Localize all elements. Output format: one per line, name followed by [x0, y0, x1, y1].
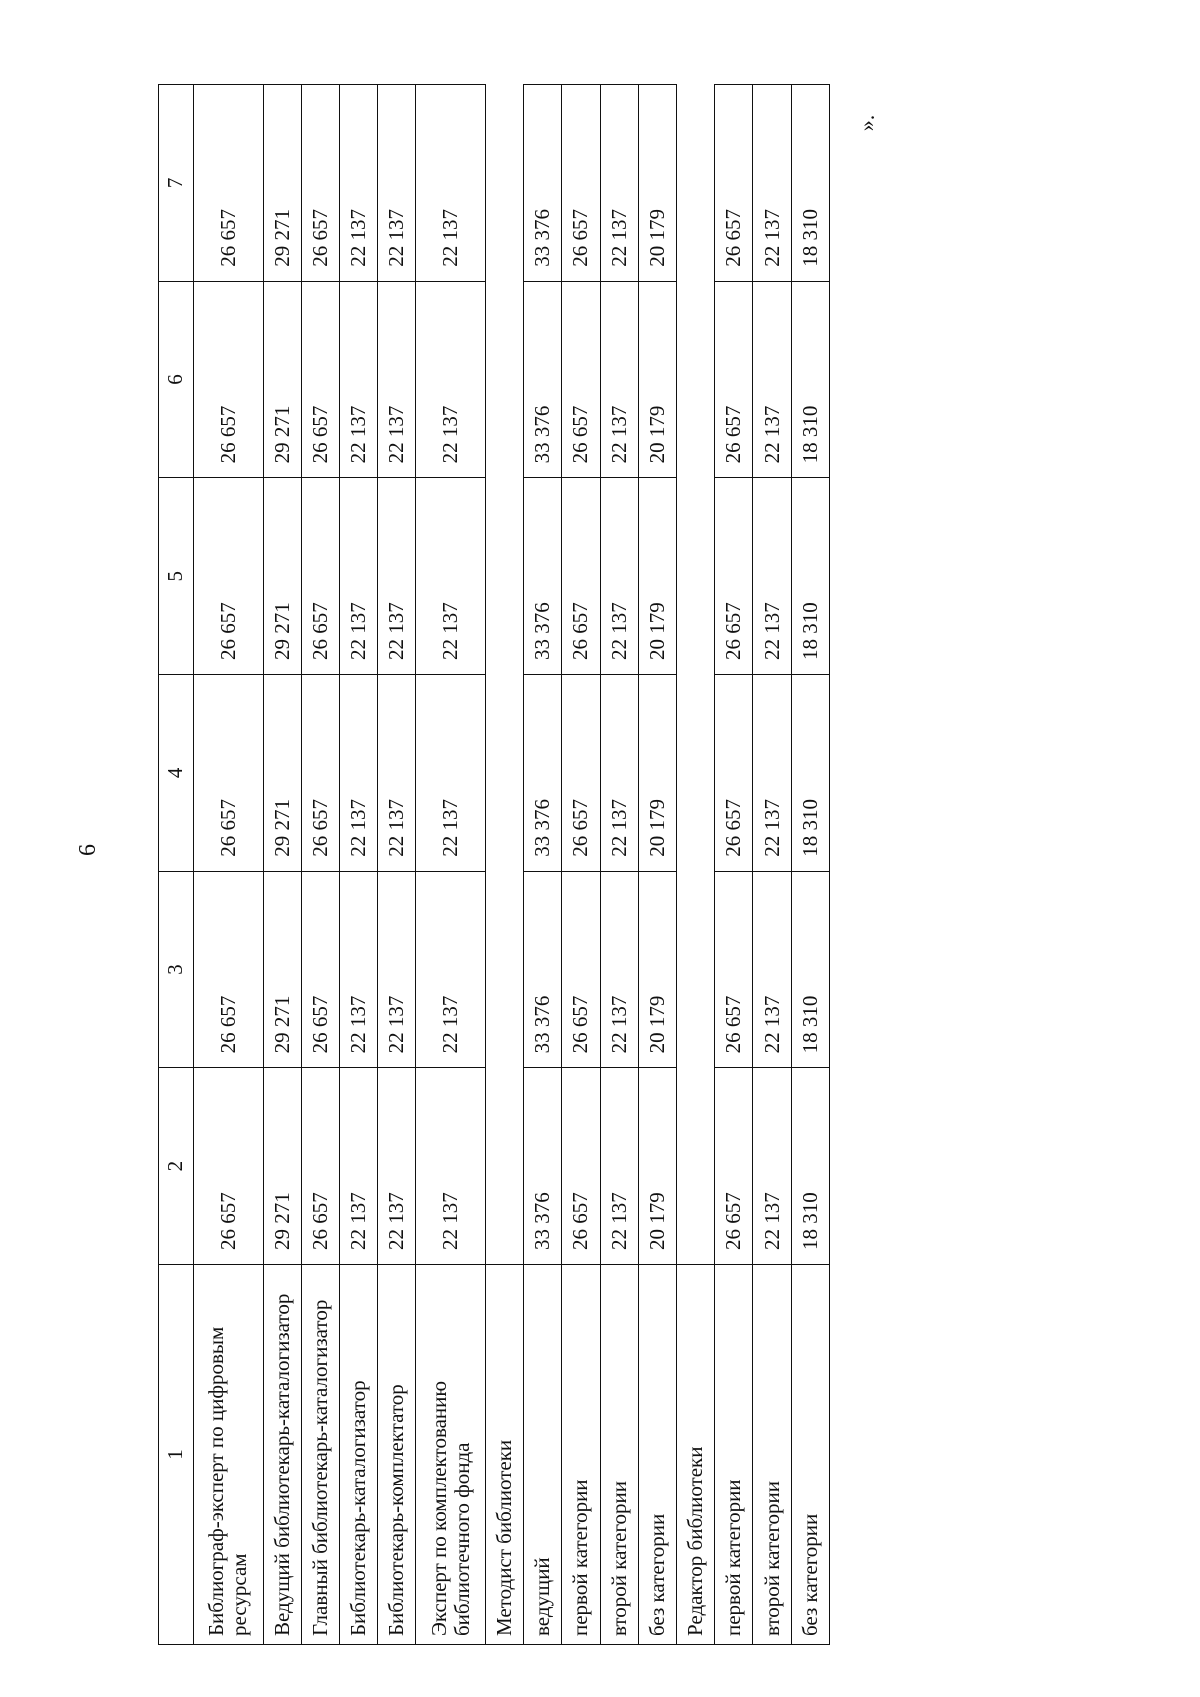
salary-cell: 22 137	[416, 871, 486, 1068]
salary-cell: 33 376	[524, 85, 562, 282]
table-row	[524, 85, 562, 1645]
salary-cell: 22 137	[753, 871, 791, 1068]
salary-table-container	[158, 85, 830, 1645]
salary-cell: 22 137	[600, 1068, 638, 1265]
salary-cell: 20 179	[638, 1068, 676, 1265]
position-name: Библиотекарь-комплектатор	[378, 1265, 416, 1645]
salary-cell: 20 179	[638, 675, 676, 872]
salary-cell: 26 657	[715, 85, 753, 282]
salary-cell: 22 137	[340, 478, 378, 675]
position-name: Библиограф-эксперт по цифровым ресурсам	[194, 1265, 264, 1645]
position-name: первой категории	[715, 1265, 753, 1645]
salary-cell: 22 137	[378, 871, 416, 1068]
salary-cell: 22 137	[416, 1068, 486, 1265]
salary-cell: 18 310	[791, 281, 829, 478]
section-spacer	[677, 85, 715, 1265]
salary-cell: 33 376	[524, 871, 562, 1068]
salary-cell: 22 137	[753, 478, 791, 675]
position-name: Библиотекарь-каталогизатор	[340, 1265, 378, 1645]
salary-cell: 22 137	[378, 85, 416, 282]
salary-cell: 26 657	[194, 478, 264, 675]
position-name: Ведущий библиотекарь-каталогизатор	[263, 1265, 301, 1645]
salary-cell: 22 137	[600, 281, 638, 478]
table-row	[301, 85, 339, 1645]
table-row	[416, 85, 486, 1645]
table-row	[600, 85, 638, 1645]
salary-cell: 22 137	[378, 1068, 416, 1265]
page-number: 6	[74, 844, 101, 856]
salary-cell: 26 657	[301, 871, 339, 1068]
position-name: без категории	[791, 1265, 829, 1645]
salary-cell: 22 137	[416, 85, 486, 282]
position-name: Главный библиотекарь-каталогизатор	[301, 1265, 339, 1645]
salary-cell: 18 310	[791, 85, 829, 282]
column-header: 7	[159, 85, 194, 282]
salary-cell: 26 657	[562, 85, 600, 282]
position-name: первой категории	[562, 1265, 600, 1645]
section-title: Методист библиотеки	[486, 1265, 524, 1645]
salary-cell: 26 657	[301, 1068, 339, 1265]
header-row	[159, 85, 194, 1645]
column-header: 1	[159, 1265, 194, 1645]
salary-cell: 26 657	[301, 478, 339, 675]
salary-cell: 29 271	[263, 675, 301, 872]
table-row	[194, 85, 264, 1645]
table-row	[562, 85, 600, 1645]
salary-cell: 29 271	[263, 85, 301, 282]
salary-cell: 20 179	[638, 85, 676, 282]
salary-cell: 22 137	[600, 85, 638, 282]
salary-cell: 29 271	[263, 478, 301, 675]
salary-cell: 22 137	[753, 281, 791, 478]
salary-cell: 26 657	[715, 871, 753, 1068]
salary-cell: 26 657	[715, 478, 753, 675]
salary-cell: 18 310	[791, 675, 829, 872]
position-name: второй категории	[600, 1265, 638, 1645]
table-row	[340, 85, 378, 1645]
salary-cell: 20 179	[638, 478, 676, 675]
position-name: ведущий	[524, 1265, 562, 1645]
salary-cell: 26 657	[301, 281, 339, 478]
salary-cell: 26 657	[562, 871, 600, 1068]
column-header: 3	[159, 871, 194, 1068]
salary-cell: 26 657	[194, 1068, 264, 1265]
salary-cell: 18 310	[791, 1068, 829, 1265]
salary-table	[158, 84, 830, 1645]
salary-cell: 33 376	[524, 281, 562, 478]
salary-cell: 22 137	[340, 281, 378, 478]
table-row	[791, 85, 829, 1645]
salary-cell: 22 137	[600, 478, 638, 675]
salary-cell: 22 137	[340, 675, 378, 872]
salary-cell: 22 137	[340, 85, 378, 282]
column-header: 5	[159, 478, 194, 675]
section-title: Редактор библиотеки	[677, 1265, 715, 1645]
column-header: 4	[159, 675, 194, 872]
salary-cell: 22 137	[600, 871, 638, 1068]
salary-cell: 22 137	[378, 675, 416, 872]
table-row	[715, 85, 753, 1645]
salary-cell: 33 376	[524, 1068, 562, 1265]
table-row	[263, 85, 301, 1645]
table-row	[638, 85, 676, 1645]
salary-cell: 26 657	[194, 675, 264, 872]
salary-cell: 26 657	[562, 281, 600, 478]
salary-cell: 22 137	[600, 675, 638, 872]
salary-cell: 22 137	[416, 281, 486, 478]
salary-cell: 26 657	[715, 281, 753, 478]
position-name: второй категории	[753, 1265, 791, 1645]
salary-cell: 29 271	[263, 281, 301, 478]
salary-cell: 22 137	[340, 871, 378, 1068]
section-row	[677, 85, 715, 1645]
salary-cell: 22 137	[416, 675, 486, 872]
salary-cell: 22 137	[416, 478, 486, 675]
table-row	[753, 85, 791, 1645]
position-name: без категории	[638, 1265, 676, 1645]
salary-cell: 26 657	[562, 478, 600, 675]
salary-cell: 33 376	[524, 675, 562, 872]
salary-cell: 29 271	[263, 1068, 301, 1265]
salary-cell: 26 657	[194, 85, 264, 282]
table-row	[378, 85, 416, 1645]
salary-cell: 22 137	[378, 478, 416, 675]
section-row	[486, 85, 524, 1645]
salary-cell: 22 137	[753, 1068, 791, 1265]
salary-cell: 18 310	[791, 478, 829, 675]
salary-cell: 33 376	[524, 478, 562, 675]
salary-cell: 22 137	[753, 85, 791, 282]
salary-cell: 18 310	[791, 871, 829, 1068]
salary-cell: 26 657	[562, 675, 600, 872]
position-name: Эксперт по комплектованию библиотечного фонда	[416, 1265, 486, 1645]
salary-cell: 26 657	[715, 1068, 753, 1265]
salary-cell: 20 179	[638, 281, 676, 478]
salary-cell: 26 657	[562, 1068, 600, 1265]
column-header: 6	[159, 281, 194, 478]
table-body	[194, 85, 830, 1645]
salary-cell: 22 137	[340, 1068, 378, 1265]
section-spacer	[486, 85, 524, 1265]
salary-cell: 26 657	[301, 85, 339, 282]
closing-quote-mark: ».	[854, 114, 879, 132]
salary-cell: 22 137	[753, 675, 791, 872]
salary-cell: 26 657	[301, 675, 339, 872]
salary-cell: 26 657	[715, 675, 753, 872]
salary-cell: 29 271	[263, 871, 301, 1068]
column-header: 2	[159, 1068, 194, 1265]
salary-cell: 22 137	[378, 281, 416, 478]
salary-cell: 26 657	[194, 871, 264, 1068]
salary-cell: 20 179	[638, 871, 676, 1068]
salary-cell: 26 657	[194, 281, 264, 478]
